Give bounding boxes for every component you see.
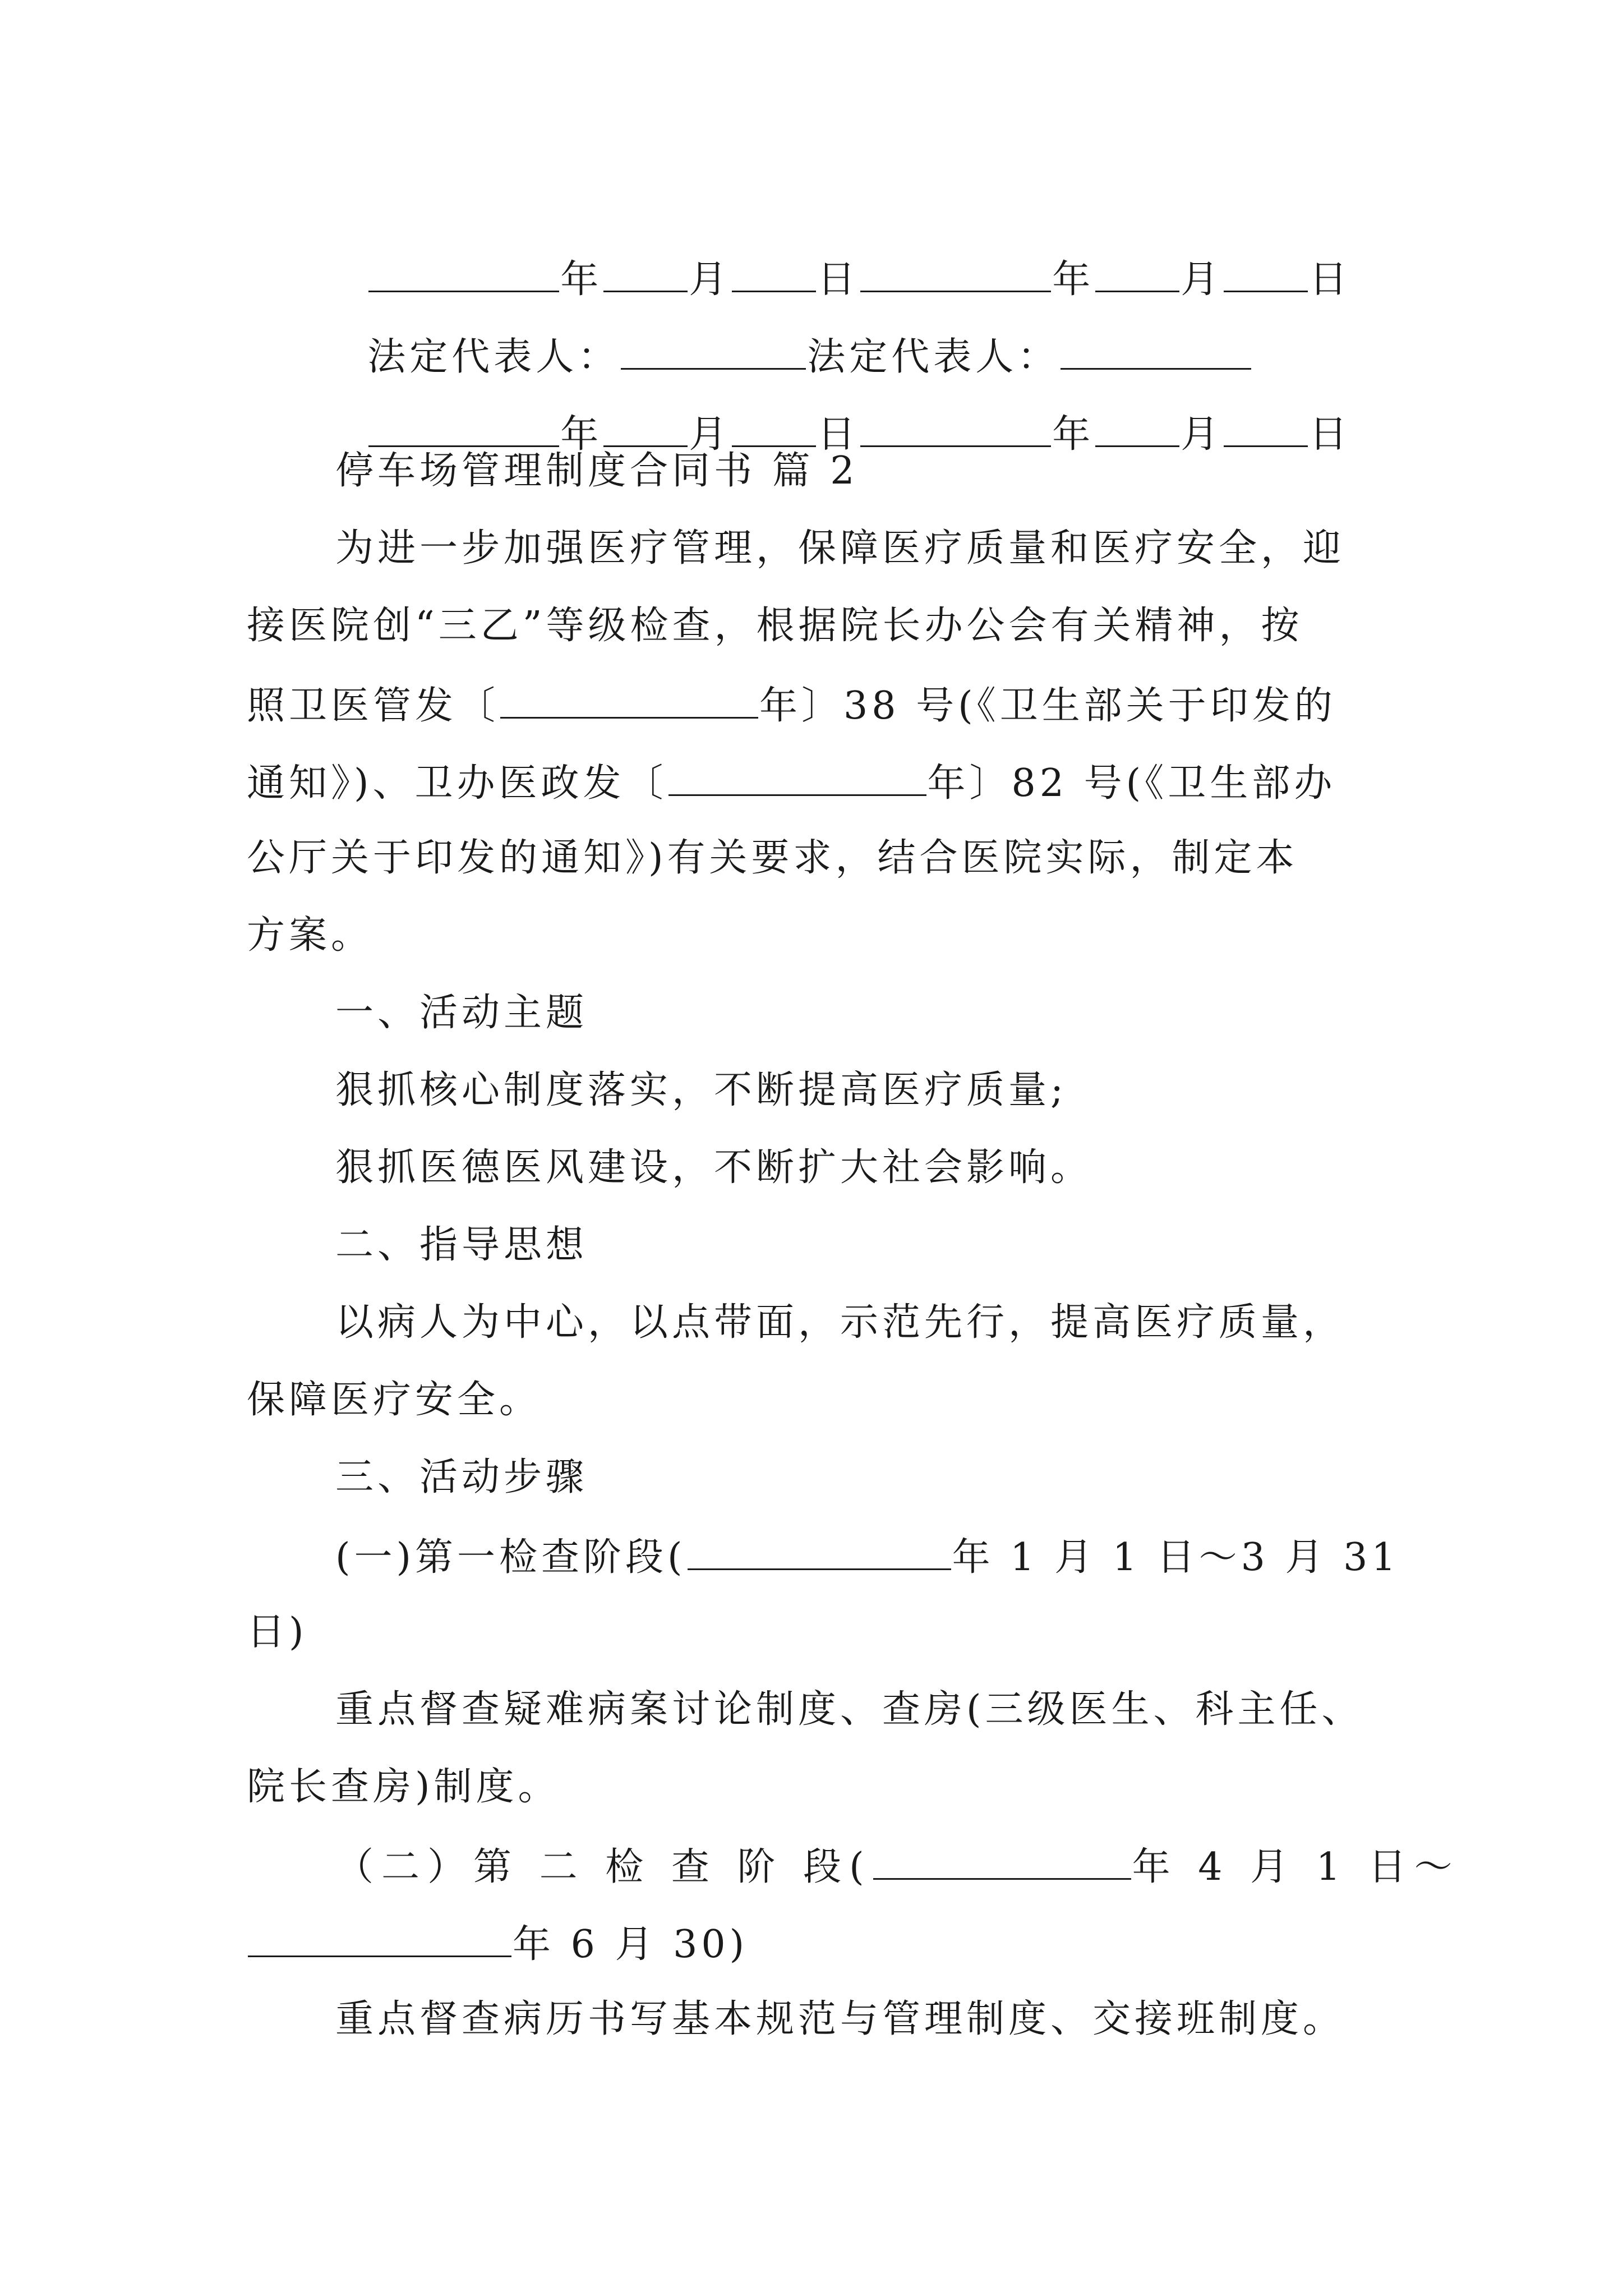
stage-1-body-line-1: 重点督查疑难病案讨论制度、查房(三级医生、科主任、 [335,1687,1364,1732]
text-fragment: 年〕82 号(《卫生部办 [927,761,1336,806]
stage-1-line-2: 日) [247,1610,308,1654]
text-fragment: 年 4 月 1 日～ [1132,1845,1460,1889]
stage-2-body-line-1: 重点督查病历书写基本规范与管理制度、交接班制度。 [335,1997,1345,2041]
blank-day [732,258,816,292]
intro-line-6: 方案。 [247,913,374,958]
blank-year [368,258,559,292]
blank-year [668,762,926,796]
day-label: 日 [817,257,860,302]
text-fragment: （二）第 二 检 查 阶 段( [335,1845,872,1889]
signature-date-line-1 [335,220,1352,302]
section-title: 停车场管理制度合同书 篇 2 [335,449,859,493]
blank-year [873,1846,1131,1880]
year-label: 年 [1052,257,1095,302]
text-fragment: 年 1 月 1 日～3 月 31 [952,1535,1400,1580]
heading-activity-theme: 一、活动主题 [335,991,588,1035]
blank-year [500,684,758,719]
blank-month [603,258,688,292]
blank-day [732,413,816,447]
text-fragment: (一)第一检查阶段( [335,1535,686,1580]
guide-line-1: 以病人为中心，以点带面，示范先行，提高医疗质量， [335,1300,1345,1345]
day-label: 日 [817,412,860,457]
intro-line-4 [247,761,1336,806]
text-fragment: 通知》)、卫办医政发〔 [247,761,667,806]
blank-day [1224,258,1308,292]
blank-legal-rep [621,335,806,370]
legal-representative-line [335,297,1252,379]
blank-year [860,413,1051,447]
heading-activity-steps: 三、活动步骤 [335,1455,588,1499]
month-label: 月 [1181,412,1223,457]
blank-year [860,258,1051,292]
text-fragment: 年〕38 号(《卫生部关于印发的 [759,684,1336,728]
legal-rep-label: 法定代表人： [367,335,620,379]
blank-legal-rep [1061,335,1251,370]
intro-line-5: 公厅关于印发的通知》)有关要求，结合医院实际，制定本 [247,836,1298,880]
blank-day [1224,413,1308,447]
blank-year [248,1923,511,1957]
blank-month [1095,258,1179,292]
day-label: 日 [1309,257,1352,302]
intro-line-3 [247,684,1336,728]
month-label: 月 [1181,257,1223,302]
year-label: 年 [560,257,603,302]
stage-2-line-1 [335,1846,1460,1887]
day-label: 日 [1309,412,1352,457]
month-label: 月 [689,412,731,457]
theme-line-2: 狠抓医德医风建设，不断扩大社会影响。 [335,1145,1093,1190]
blank-year [368,413,559,447]
guide-line-2: 保障医疗安全。 [247,1378,542,1422]
text-fragment: 年 6 月 30) [513,1922,749,1967]
year-label: 年 [1052,412,1095,457]
month-label: 月 [689,257,731,302]
signature-date-line-2 [335,375,1352,457]
legal-rep-label: 法定代表人： [807,335,1060,379]
blank-month [603,413,688,447]
theme-line-1: 狠抓核心制度落实，不断提高医疗质量; [335,1068,1067,1112]
stage-2-line-2 [247,1922,749,1967]
intro-line-1: 为进一步加强医疗管理，保障医疗质量和医疗安全，迎 [335,526,1345,570]
year-label: 年 [560,412,603,457]
stage-1-line-1 [335,1535,1400,1580]
stage-1-body-line-2: 院长查房)制度。 [247,1765,560,1809]
intro-line-2: 接医院创“三乙”等级检查，根据院长办公会有关精神，按 [247,604,1303,648]
blank-year [688,1536,951,1570]
text-fragment: 照卫医管发〔 [247,684,500,728]
heading-guiding-ideology: 二、指导思想 [335,1223,588,1267]
blank-month [1095,413,1179,447]
